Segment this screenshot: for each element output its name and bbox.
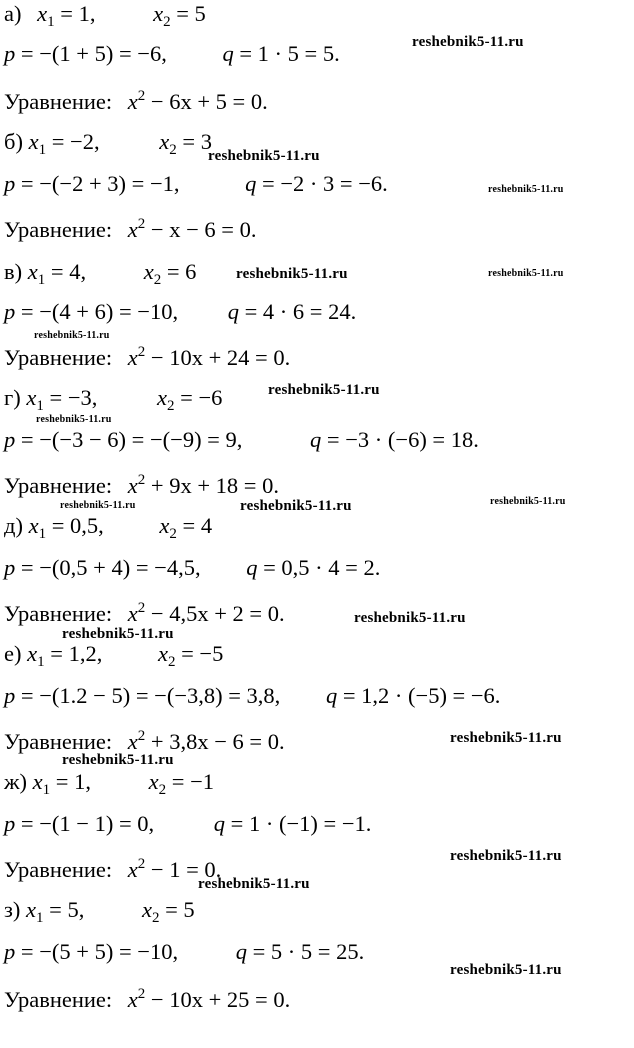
q-expression: 1 · (−1) = −1. bbox=[248, 811, 372, 836]
roots-line-v: в) $x_1 = 4$, $x_2 = 6$ bbox=[4, 259, 197, 288]
root-x1: 1, bbox=[78, 1, 96, 26]
equation: − 10x + 25 = 0. bbox=[145, 987, 291, 1012]
watermark: reshebnik5-11.ru bbox=[62, 626, 174, 642]
root-x1: 1, bbox=[74, 769, 91, 794]
equation-label: Уравнение: bbox=[4, 473, 113, 498]
watermark: reshebnik5-11.ru bbox=[268, 382, 380, 398]
equation-line-v: Уравнение: $x^2 - 10x + 24 = 0$. bbox=[4, 344, 291, 370]
watermark: reshebnik5-11.ru bbox=[240, 498, 352, 514]
equation: − 10x + 24 = 0. bbox=[145, 345, 291, 370]
equation-line-a: Уравнение: $x^2 - 6x + 5 = 0$. bbox=[4, 88, 268, 114]
p-expression: −(0,5 + 4) = −4,5, bbox=[39, 555, 201, 580]
q-expression: 0,5 · 4 = 2. bbox=[281, 555, 381, 580]
problem-label: е) bbox=[4, 641, 22, 666]
p-expression: −(1.2 − 5) = −(−3,8) = 3,8, bbox=[39, 683, 281, 708]
root-x1: 5, bbox=[67, 897, 85, 922]
root-x2: −6 bbox=[198, 385, 223, 410]
watermark: reshebnik5-11.ru bbox=[450, 848, 562, 864]
root-x1: 0,5, bbox=[70, 513, 104, 538]
coeffs-line-a: p = −(1 + 5) = −6, q = 1 · 5 = 5. bbox=[4, 41, 340, 66]
root-x2: 4 bbox=[200, 513, 213, 538]
roots-line-e: е) $x_1 = 1,2$, $x_2 = -5$ bbox=[4, 641, 224, 670]
equation-line-g: Уравнение: $x^2 + 9x + 18 = 0$. bbox=[4, 472, 279, 498]
watermark: reshebnik5-11.ru bbox=[208, 148, 320, 164]
watermark: reshebnik5-11.ru bbox=[36, 414, 112, 425]
watermark: reshebnik5-11.ru bbox=[34, 330, 110, 341]
p-expression: −(−3 − 6) = −(−9) = 9, bbox=[39, 427, 243, 452]
equation-label: Уравнение: bbox=[4, 345, 113, 370]
coeffs-line-d: p = −(0,5 + 4) = −4,5, q = 0,5 · 4 = 2. bbox=[4, 555, 381, 580]
equation-line-e: Уравнение: $x^2 + 3,8x - 6 = 0$. bbox=[4, 728, 285, 754]
roots-line-z: з) $x_1 = 5$, $x_2 = 5$ bbox=[4, 897, 195, 926]
root-x2: 5 bbox=[194, 1, 206, 26]
p-expression: −(5 + 5) = −10, bbox=[39, 939, 179, 964]
roots-line-b: б) $x_1 = -2$, $x_2 = 3$ bbox=[4, 129, 212, 158]
root-x1: 4, bbox=[69, 259, 87, 284]
root-x1: −3, bbox=[67, 385, 98, 410]
watermark: reshebnik5-11.ru bbox=[62, 752, 174, 768]
watermark: reshebnik5-11.ru bbox=[488, 184, 564, 195]
watermark: reshebnik5-11.ru bbox=[236, 266, 348, 282]
equation-label: Уравнение: bbox=[4, 601, 113, 626]
roots-line-a: а) $x_1 = 1$, $x_2 = 5$ bbox=[4, 1, 206, 30]
problem-label: г) bbox=[4, 385, 21, 410]
equation: − 1 = 0. bbox=[145, 857, 222, 882]
q-expression: −3 · (−6) = 18. bbox=[345, 427, 479, 452]
watermark: reshebnik5-11.ru bbox=[354, 610, 466, 626]
equation-label: Уравнение: bbox=[4, 217, 113, 242]
coeffs-line-z: p = −(5 + 5) = −10, q = 5 · 5 = 25. bbox=[4, 939, 365, 964]
problem-label: д) bbox=[4, 513, 23, 538]
coeffs-line-zh: p = −(1 − 1) = 0, q = 1 · (−1) = −1. bbox=[4, 811, 372, 836]
root-x1: 1,2, bbox=[68, 641, 103, 666]
watermark: reshebnik5-11.ru bbox=[450, 730, 562, 746]
equation: + 9x + 18 = 0. bbox=[145, 473, 279, 498]
watermark: reshebnik5-11.ru bbox=[490, 496, 566, 507]
watermark: reshebnik5-11.ru bbox=[198, 876, 310, 892]
equation-line-b: Уравнение: $x^2 - x - 6 = 0$. bbox=[4, 216, 257, 242]
q-expression: 1,2 · (−5) = −6. bbox=[361, 683, 501, 708]
equation: − 4,5x + 2 = 0. bbox=[145, 601, 285, 626]
equation: − 6x + 5 = 0. bbox=[145, 89, 268, 114]
problem-label: з) bbox=[4, 897, 21, 922]
roots-line-g: г) $x_1 = -3$, $x_2 = -6$ bbox=[4, 385, 223, 414]
roots-line-d: д) $x_1 = 0,5$, $x_2 = 4$ bbox=[4, 513, 213, 542]
q-expression: 1 · 5 = 5. bbox=[257, 41, 340, 66]
q-expression: 4 · 6 = 24. bbox=[262, 299, 357, 324]
problem-label: ж) bbox=[4, 769, 28, 794]
p-expression: −(−2 + 3) = −1, bbox=[39, 171, 180, 196]
equation-label: Уравнение: bbox=[4, 987, 113, 1012]
equation: + 3,8x − 6 = 0. bbox=[145, 729, 285, 754]
coeffs-line-v: p = −(4 + 6) = −10, q = 4 · 6 = 24. bbox=[4, 299, 357, 324]
p-expression: −(1 − 1) = 0, bbox=[39, 811, 155, 836]
problem-label: а) bbox=[4, 1, 22, 26]
coeffs-line-b: p = −(−2 + 3) = −1, q = −2 · 3 = −6. bbox=[4, 171, 388, 196]
coeffs-line-g: p = −(−3 − 6) = −(−9) = 9, q = −3 · (−6) = 18. bbox=[4, 427, 479, 452]
equation: − x − 6 = 0. bbox=[145, 217, 257, 242]
problem-label: в) bbox=[4, 259, 23, 284]
equation-label: Уравнение: bbox=[4, 857, 113, 882]
roots-line-zh: ж) $x_1 = 1$, $x_2 = -1$ bbox=[4, 769, 215, 798]
equation-line-z: Уравнение: $x^2 - 10x + 25 = 0$. bbox=[4, 986, 291, 1012]
equation-label: Уравнение: bbox=[4, 729, 113, 754]
equation-line-zh: Уравнение: $x^2 - 1 = 0$. bbox=[4, 856, 222, 882]
root-x2: −5 bbox=[199, 641, 224, 666]
equation-label: Уравнение: bbox=[4, 89, 113, 114]
equation-line-d: Уравнение: $x^2 - 4,5x + 2 = 0$. bbox=[4, 600, 285, 626]
p-expression: −(1 + 5) = −6, bbox=[39, 41, 167, 66]
watermark: reshebnik5-11.ru bbox=[488, 268, 564, 279]
q-expression: 5 · 5 = 25. bbox=[270, 939, 365, 964]
root-x2: 6 bbox=[185, 259, 197, 284]
q-expression: −2 · 3 = −6. bbox=[280, 171, 388, 196]
root-x2: −1 bbox=[190, 769, 215, 794]
root-x1: −2, bbox=[70, 129, 100, 154]
p-expression: −(4 + 6) = −10, bbox=[39, 299, 179, 324]
watermark: reshebnik5-11.ru bbox=[60, 500, 136, 511]
watermark: reshebnik5-11.ru bbox=[412, 34, 524, 50]
coeffs-line-e: p = −(1.2 − 5) = −(−3,8) = 3,8, q = 1,2 · (−5) = −6. bbox=[4, 683, 501, 708]
root-x2: 3 bbox=[200, 129, 212, 154]
root-x2: 5 bbox=[183, 897, 195, 922]
problem-label: б) bbox=[4, 129, 23, 154]
watermark: reshebnik5-11.ru bbox=[450, 962, 562, 978]
